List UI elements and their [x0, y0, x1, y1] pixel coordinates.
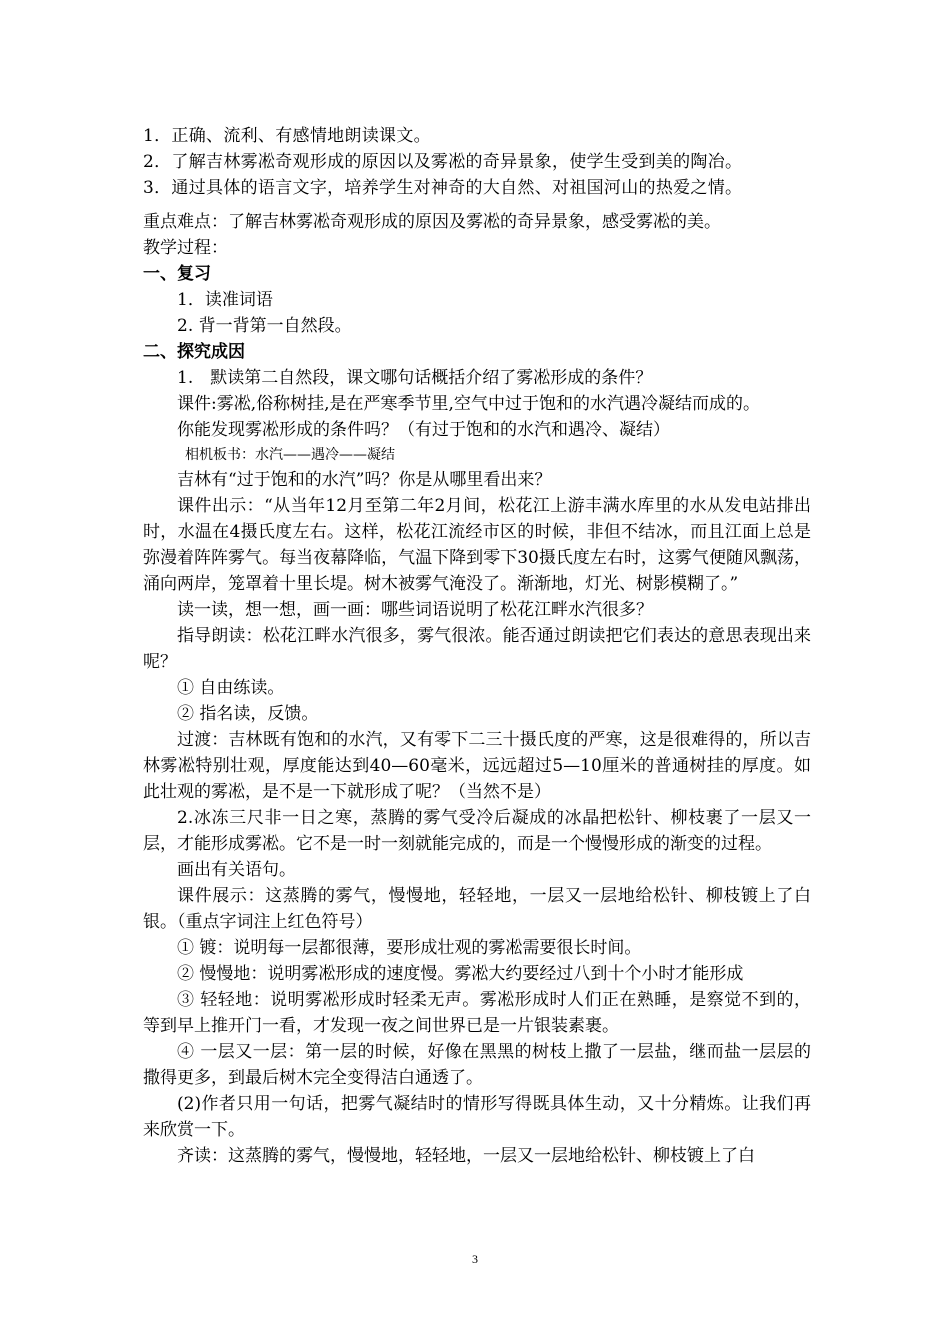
paragraph: ① 镀：说明每一层都很薄，要形成壮观的雾凇需要很长时间。 — [177, 938, 642, 958]
paragraph: 课件:雾凇,俗称树挂,是在严寒季节里,空气中过于饱和的水汽遇冷凝结而成的。 — [177, 394, 760, 414]
paragraph: ② 指名读，反馈。 — [177, 704, 319, 724]
key-difficulty: 重点难点：了解吉林雾凇奇观形成的原因及雾凇的奇异景象，感受雾凇的美。 — [143, 212, 721, 232]
paragraph: 课件展示：这蒸腾的雾气，慢慢地，轻轻地，一层又一层地给松针、柳枝镀上了白银。（重点字词注上红色符号） — [143, 886, 811, 932]
paragraph: 2.冰冻三尺非一日之寒，蒸腾的雾气受冷后凝成的冰晶把松针、柳枝裹了一层又一层，才能形成雾凇。它不是一时一刻就能完成的，而是一个慢慢形成的渐变的过程。 — [143, 808, 811, 854]
review-item-2: 2. 背一背第一自然段。 — [177, 316, 352, 336]
objective-3: 3．通过具体的语言文字，培养学生对神奇的大自然、对祖国河山的热爱之情。 — [143, 178, 743, 198]
paragraph: 课件出示：“从当年12月至第二年2月间，松花江上游丰满水库里的水从发电站排出时，水温在4摄氏度左右。这样，松花江流经市区的时候，非但不结冰，而且江面上总是弥漫着阵阵雾气。每当夜幕降临，气温下降到零下30摄氏度左右时，这雾气便随风飘荡，涌向两岸，笼罩着十里长堤。树木被雾气淹没了。渐渐地，灯光、树影模糊了。” — [143, 496, 811, 594]
paragraph: 你能发现雾凇形成的条件吗？（有过于饱和的水汽和遇冷、凝结） — [177, 420, 670, 440]
paragraph: (2)作者只用一句话，把雾气凝结时的情形写得既具体生动，又十分精炼。让我们再来欣赏一下。 — [143, 1094, 811, 1140]
objective-1: 1．正确、流利、有感情地朗读课文。 — [143, 126, 431, 146]
board-note: 相机板书：水汽——遇冷——凝结 — [185, 447, 395, 463]
review-item-1: 1．读准词语 — [177, 290, 273, 310]
paragraph: 吉林有“过于饱和的水汽”吗？你是从哪里看出来？ — [177, 470, 552, 490]
paragraph: 读一读，想一想，画一画：哪些词语说明了松花江畔水汽很多？ — [177, 600, 653, 620]
paragraph: 齐读：这蒸腾的雾气，慢慢地，轻轻地，一层又一层地给松针、柳枝镀上了白 — [177, 1146, 755, 1166]
section-explore-heading: 二、探究成因 — [143, 342, 245, 362]
paragraph: 画出有关语句。 — [177, 860, 296, 880]
paragraph: ③ 轻轻地：说明雾凇形成时轻柔无声。雾凇形成时人们正在熟睡，是察觉不到的，等到早上推开门一看，才发现一夜之间世界已是一片银装素裹。 — [143, 990, 811, 1036]
page-number: 3 — [472, 1252, 478, 1266]
objective-2: 2．了解吉林雾凇奇观形成的原因以及雾凇的奇异景象，使学生受到美的陶冶。 — [143, 152, 743, 172]
paragraph: ① 自由练读。 — [177, 678, 285, 698]
process-label: 教学过程： — [143, 238, 228, 258]
section-review-heading: 一、复习 — [143, 264, 211, 284]
paragraph: 1. 默读第二自然段，课文哪句话概括介绍了雾凇形成的条件？ — [177, 368, 653, 388]
paragraph: 过渡：吉林既有饱和的水汽，又有零下二三十摄氏度的严寒，这是很难得的，所以吉林雾凇特别壮观，厚度能达到40—60毫米，远远超过5—10厘米的普通树挂的厚度。如此壮观的雾凇，是不是一下就形成了呢？（当然不是） — [143, 730, 811, 802]
paragraph: ② 慢慢地：说明雾凇形成的速度慢。雾凇大约要经过八到十个小时才能形成 — [177, 964, 744, 984]
document-body — [143, 123, 811, 1169]
paragraph: 指导朗读：松花江畔水汽很多，雾气很浓。能否通过朗读把它们表达的意思表现出来呢？ — [143, 626, 811, 672]
paragraph: ④ 一层又一层：第一层的时候，好像在黑黑的树枝上撒了一层盐，继而盐一层层的撒得更多，到最后树木完全变得洁白通透了。 — [143, 1042, 811, 1088]
